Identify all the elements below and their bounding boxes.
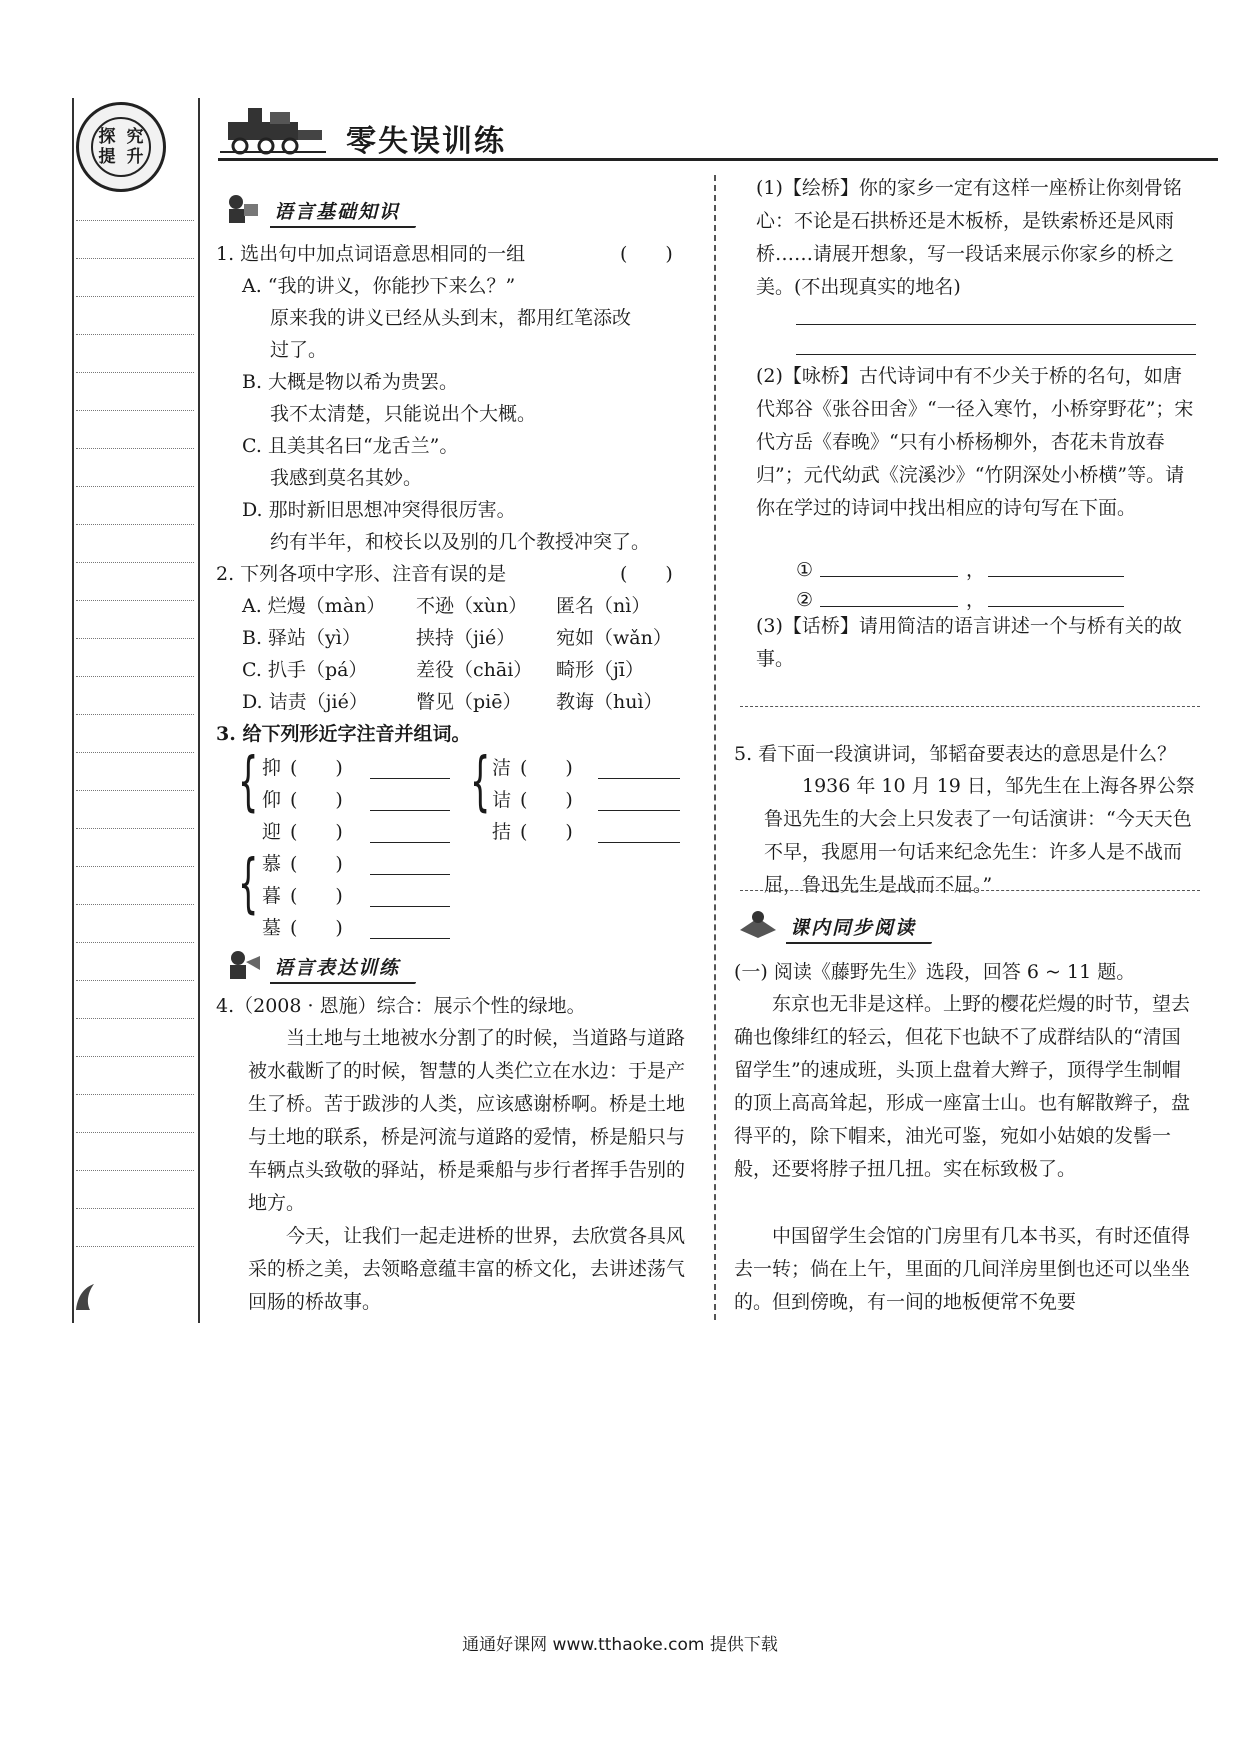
note-line — [76, 942, 194, 943]
reading-figure-icon — [736, 908, 780, 944]
section-title: 课内同步阅读 — [790, 913, 932, 940]
q1-option-d-line2: 约有半年，和校长以及别的几个教授冲突了。 — [270, 531, 651, 553]
page-title: 零失误训练 — [346, 124, 506, 159]
answer-blank[interactable] — [988, 606, 1124, 607]
answer-blank[interactable] — [598, 778, 680, 779]
note-line — [76, 600, 194, 601]
section-title: 语言表达训练 — [274, 953, 416, 980]
q2-b-2: 挟持（jié） — [416, 627, 516, 649]
reader-figure-icon — [220, 192, 264, 228]
note-line — [76, 904, 194, 905]
badge-char: 究 — [126, 127, 144, 147]
q3-char: 抑 — [262, 757, 282, 779]
q1-option-d: D. 那时新旧思想冲突得很厉害。 — [242, 499, 516, 521]
note-line — [76, 1208, 194, 1209]
brace-group-1: { — [238, 745, 259, 819]
q1-stem: 1. 选出句中加点词语意思相同的一组 — [216, 243, 526, 265]
q2-d-3: 教诲（huì） — [556, 691, 663, 713]
note-line — [76, 1246, 194, 1247]
note-line — [76, 296, 194, 297]
note-line — [76, 372, 194, 373]
note-line — [76, 410, 194, 411]
q5-stem: 5. 看下面一段演讲词，邹韬奋要表达的意思是什么？ — [734, 743, 1177, 765]
note-line — [76, 828, 194, 829]
answer-blank[interactable] — [598, 810, 680, 811]
q5-paragraph: 1936 年 10 月 19 日，邹先生在上海各界公祭鲁迅先生的大会上只发表了一句话演讲：“今天天色不早，我愿用一句话来纪念先生：许多人是不战而屈，鲁迅先生是战而不屈。” — [764, 775, 1195, 896]
note-line — [76, 220, 194, 221]
q3-char: 拮 — [492, 821, 512, 843]
train-icon — [218, 100, 328, 156]
answer-blank[interactable] — [370, 938, 450, 939]
q3-paren: ( ) — [290, 917, 343, 939]
speaker-figure-icon — [220, 948, 264, 984]
q3-paren: ( ) — [290, 821, 343, 843]
q3-stem: 3. 给下列形近字注音并组词。 — [216, 723, 471, 745]
q2-c-1: C. 扒手（pá） — [242, 659, 368, 681]
note-line — [76, 524, 194, 525]
q4-paragraph-2: 今天，让我们一起走进桥的世界，去欣赏各具风采的桥之美，去领略意蕴丰富的桥文化，去讲述荡气回肠的桥故事。 — [248, 1225, 686, 1313]
note-line — [76, 752, 194, 753]
q2-d-2: 瞥见（piē） — [416, 691, 522, 713]
q1-option-c-line2: 我感到莫名其妙。 — [270, 467, 423, 489]
reading-paragraph-1: 东京也无非是这样。上野的樱花烂熳的时节，望去确也像绯红的轻云，但花下也缺不了成群结队的“清国留学生”的速成班，头顶上盘着大辫子，顶得学生制帽的顶上高高耸起，形成一座富士山。也有解散辫子，盘得平的，除下帽来，油光可鉴，宛如小姑娘的发髻一般，还要将脖子扭几扭。实在标致极了。 — [734, 993, 1191, 1180]
page-curl-icon — [74, 1282, 96, 1312]
reading-paragraph-2: 中国留学生会馆的门房里有几本书买，有时还值得去一转；倘在上午，里面的几间洋房里倒也还可以坐坐的。但到傍晚，有一间的地板便常不免要 — [734, 1225, 1191, 1313]
q3-char: 迎 — [262, 821, 282, 843]
divider — [740, 890, 1200, 891]
note-line — [76, 980, 194, 981]
note-line — [76, 1094, 194, 1095]
q3-char: 洁 — [492, 757, 512, 779]
comma: ， — [966, 589, 986, 611]
badge-char: 提 — [98, 147, 116, 167]
q2-d-1: D. 诘责（jié） — [242, 691, 368, 713]
margin-notes-strip — [72, 98, 200, 1323]
note-line — [76, 448, 194, 449]
q1-option-b-line2: 我不太清楚，只能说出个大概。 — [270, 403, 537, 425]
answer-blank[interactable] — [370, 842, 450, 843]
brace-group-3: { — [238, 847, 259, 921]
note-line — [76, 1170, 194, 1171]
q1-option-b: B. 大概是物以希为贵罢。 — [242, 371, 459, 393]
header-rule — [218, 158, 1218, 161]
column-divider — [714, 175, 716, 1320]
q4-paragraph-1: 当土地与土地被水分割了的时候，当道路与道路被水截断了的时候，智慧的人类伫立在水边：于是产生了桥。苦于跋涉的人类，应该感谢桥啊。桥是土地与土地的联系，桥是河流与道路的爱情，桥是船只与车辆点头致敬的驿站，桥是乘船与步行者挥手告别的地方。 — [248, 1027, 686, 1214]
download-footer: 通通好课网 www.tthaoke.com 提供下载 — [462, 1635, 778, 1655]
divider — [740, 706, 1200, 707]
q2-a-1: A. 烂熳（màn） — [242, 595, 386, 617]
circle-one: ① — [796, 559, 814, 581]
answer-blank[interactable] — [370, 778, 450, 779]
comma: ， — [966, 559, 986, 581]
q2-stem: 2. 下列各项中字形、注音有误的是 — [216, 563, 507, 585]
note-line — [76, 676, 194, 677]
q1-option-a: A. “我的讲义，你能抄下来么？” — [242, 275, 516, 297]
note-line — [76, 790, 194, 791]
answer-blank[interactable] — [370, 810, 450, 811]
q2-answer-paren: ( ) — [620, 563, 673, 585]
q2-b-3: 宛如（wǎn） — [556, 627, 672, 649]
q2-a-2: 不逊（xùn） — [416, 595, 528, 617]
q4-sub3: (3)【话桥】请用简洁的语言讲述一个与桥有关的故事。 — [756, 615, 1182, 670]
badge-char: 探 — [98, 127, 116, 147]
note-line — [76, 334, 194, 335]
q1-answer-paren: ( ) — [620, 243, 673, 265]
q3-paren: ( ) — [520, 789, 573, 811]
note-line — [76, 1018, 194, 1019]
explore-improve-badge — [76, 102, 166, 192]
note-line — [76, 1056, 194, 1057]
answer-blank[interactable] — [370, 874, 450, 875]
q2-c-3: 畸形（jī） — [556, 659, 644, 681]
note-line — [76, 638, 194, 639]
section-reading — [736, 908, 932, 944]
answer-line[interactable] — [796, 324, 1196, 325]
brace-group-2: { — [470, 745, 491, 819]
note-line — [76, 714, 194, 715]
answer-blank[interactable] — [370, 906, 450, 907]
q1-option-a-line3: 过了。 — [270, 339, 328, 361]
q3-char: 诘 — [492, 789, 512, 811]
badge-char: 升 — [126, 147, 144, 167]
section-expression — [220, 948, 416, 984]
q1-option-a-line2: 原来我的讲义已经从头到末，都用红笔添改 — [270, 307, 632, 329]
q3-paren: ( ) — [290, 789, 343, 811]
reading-stem: (一) 阅读《藤野先生》选段，回答 6 ~ 11 题。 — [734, 961, 1136, 983]
answer-blank[interactable] — [598, 842, 680, 843]
note-line — [76, 562, 194, 563]
q3-paren: ( ) — [520, 757, 573, 779]
q3-paren: ( ) — [290, 757, 343, 779]
q4-sub2: (2)【咏桥】古代诗词中有不少关于桥的名句，如唐代郑谷《张谷田舍》“一径入寒竹，小桥穿野花”；宋代方岳《春晚》“只有小桥杨柳外，杏花未肯放春归”；元代幼武《浣溪沙》“竹阴深处小桥横”等。请你在学过的诗词中找出相应的诗句写在下面。 — [756, 365, 1194, 519]
circle-two: ② — [796, 589, 814, 611]
q3-char: 仰 — [262, 789, 282, 811]
q1-option-c: C. 且美其名曰“龙舌兰”。 — [242, 435, 459, 457]
note-line — [76, 866, 194, 867]
q3-char: 慕 — [262, 853, 282, 875]
note-line — [76, 486, 194, 487]
answer-blank[interactable] — [820, 606, 958, 607]
q3-paren: ( ) — [520, 821, 573, 843]
q2-c-2: 差役（chāi） — [416, 659, 533, 681]
q3-paren: ( ) — [290, 885, 343, 907]
q4-stem: 4.（2008 · 恩施）综合：展示个性的绿地。 — [216, 995, 586, 1017]
q2-b-1: B. 驿站（yì） — [242, 627, 361, 649]
note-line — [76, 258, 194, 259]
q2-a-3: 匿名（nì） — [556, 595, 651, 617]
section-title: 语言基础知识 — [274, 197, 416, 224]
q3-paren: ( ) — [290, 853, 343, 875]
answer-blank[interactable] — [820, 576, 958, 577]
q4-sub1: (1)【绘桥】你的家乡一定有这样一座桥让你刻骨铭心：不论是石拱桥还是木板桥，是铁索桥还是风雨桥……请展开想象，写一段话来展示你家乡的桥之美。(不出现真实的地名) — [756, 177, 1182, 298]
q3-char: 墓 — [262, 917, 282, 939]
answer-blank[interactable] — [988, 576, 1124, 577]
answer-line[interactable] — [796, 354, 1196, 355]
note-line — [76, 1132, 194, 1133]
section-basic-knowledge — [220, 192, 416, 228]
q3-char: 暮 — [262, 885, 282, 907]
